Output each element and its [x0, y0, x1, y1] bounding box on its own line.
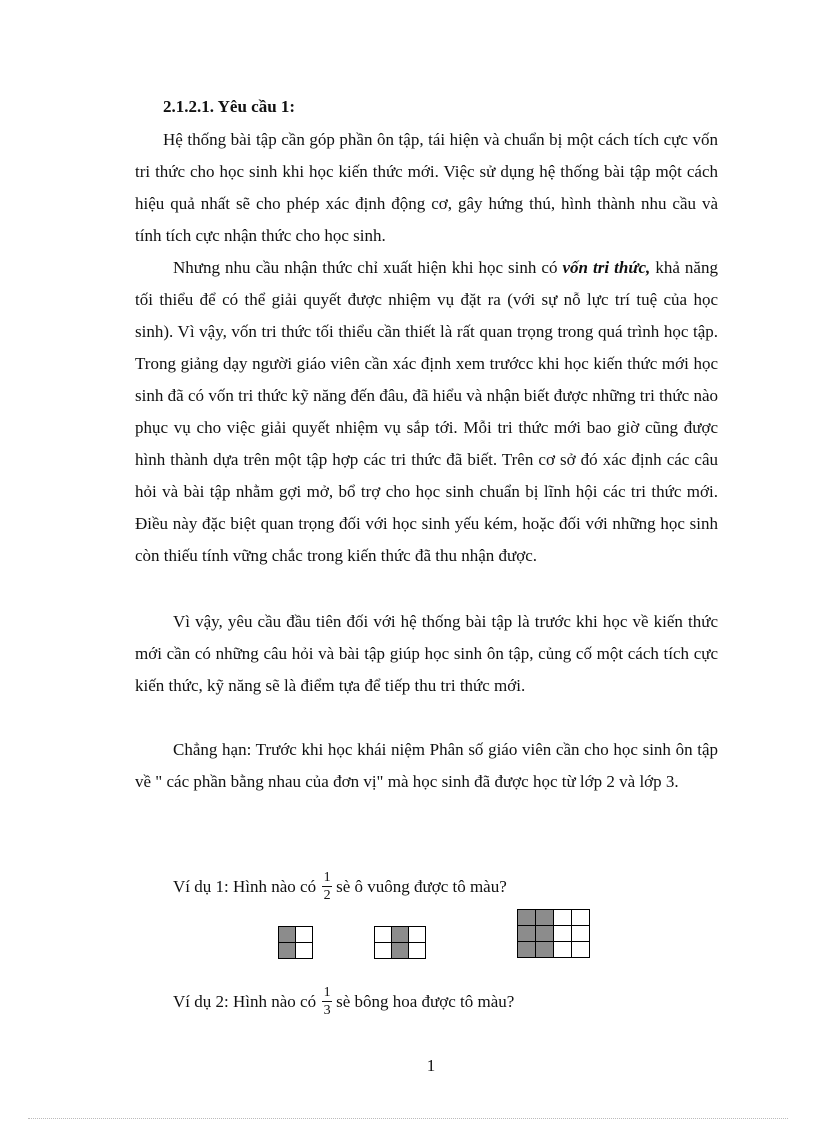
grid-row — [518, 910, 590, 926]
page-number: 1 — [426, 1056, 436, 1075]
fraction-numerator: 1 — [323, 985, 331, 1000]
empty-square — [554, 942, 572, 958]
shaded-square — [536, 942, 554, 958]
empty-square — [554, 926, 572, 942]
example-1-suffix: sè ô vuông được tô màu? — [336, 876, 507, 896]
fraction-denominator: 3 — [323, 1003, 331, 1018]
figure-grid-2 — [374, 926, 426, 959]
fraction-one-half — [322, 870, 332, 903]
fraction-denominator: 2 — [323, 888, 331, 903]
empty-square — [572, 942, 590, 958]
shaded-square — [518, 910, 536, 926]
example-2 — [173, 985, 514, 1018]
figure-grid-1 — [278, 926, 313, 959]
fraction-bar — [322, 1001, 332, 1002]
footer-divider — [28, 1118, 788, 1119]
empty-square — [375, 943, 392, 959]
grid-row — [279, 927, 313, 943]
example-1-prefix: Ví dụ 1: Hình nào có — [173, 876, 317, 896]
fraction-numerator: 1 — [323, 870, 331, 885]
empty-square — [409, 943, 426, 959]
paragraph-4: Chẳng hạn: Trước khi học khái niệm Phân số giáo viên cần cho học sinh ôn tập về " các phần bằng nhau của đơn vị" mà học sinh đã được học từ lớp 2 và lớp 3. — [135, 740, 718, 791]
empty-square — [296, 943, 313, 959]
empty-square — [375, 927, 392, 943]
example-1 — [173, 870, 507, 903]
empty-square — [296, 927, 313, 943]
paragraph-3: Vì vậy, yêu cầu đầu tiên đối với hệ thống bài tập là trước khi học về kiến thức mới cần có những câu hỏi và bài tập giúp học sinh ôn tập, củng cố một cách tích cực kiến thức, kỹ năng sẽ là điểm tựa để tiếp thu tri thức mới. — [135, 612, 718, 695]
grid-row — [375, 927, 426, 943]
empty-square — [554, 910, 572, 926]
example-2-prefix: Ví dụ 2: Hình nào có — [173, 991, 317, 1011]
shaded-square — [518, 942, 536, 958]
grid-row — [375, 943, 426, 959]
shaded-square — [536, 910, 554, 926]
figure-grid-3 — [517, 909, 590, 958]
example-2-suffix: sè bông hoa được tô màu? — [336, 991, 515, 1011]
paragraph-1: Hệ thống bài tập cần góp phần ôn tập, tái hiện và chuẩn bị một cách tích cực vốn tri thức cho học sinh khi học kiến thức mới. Việc sử dụng hệ thống bài tập một cách hiệu quả nhất sẽ cho phép xác định động cơ, gây hứng thú, hình thành nhu cầu và tính tích cực nhận thức cho học sinh. — [135, 130, 718, 245]
paragraph-2 — [135, 252, 718, 572]
empty-square — [572, 926, 590, 942]
shaded-square — [279, 943, 296, 959]
shaded-square — [536, 926, 554, 942]
section-heading: 2.1.2.1. Yêu cầu 1: — [163, 97, 296, 116]
fraction-one-third — [322, 985, 332, 1018]
shaded-square — [279, 927, 296, 943]
paragraph-2-text-before: Nhưng nhu cầu nhận thức chỉ xuất hiện khi học sinh có — [173, 258, 563, 277]
grid-row — [518, 942, 590, 958]
fraction-bar — [322, 886, 332, 887]
emphasis-von-tri-thuc: vốn tri thức, — [562, 258, 651, 277]
grid-row — [518, 926, 590, 942]
shaded-square — [518, 926, 536, 942]
empty-square — [572, 910, 590, 926]
paragraph-2-text-after: khả năng tối thiểu để có thể giải quyết được nhiệm vụ đặt ra (với sự nỗ lực trí tuệ của học sinh). Vì vậy, vốn tri thức tối thiểu cần thiết là rất quan trọng trong quá trình học tập. Trong giảng dạy người giáo viên cần xác định xem trướcc khi học kiến thức mới học sinh đã có vốn tri thức kỹ năng đến đâu, đã hiểu và nhận biết được những tri thức nào phục vụ cho việc giải quyết nhiệm vụ sắp tới. Mỗi tri thức mới bao giờ cũng được hình thành dựa trên một tập hợp các tri thức đã biết. Trên cơ sở đó xác định các câu hỏi và bài tập nhằm gợi mở, bổ trợ cho học sinh chuẩn bị lĩnh hội các tri thức mới. Điều này đặc biệt quan trọng đối với học sinh yếu kém, hoặc đối với những học sinh còn thiếu tính vững chắc trong kiến thức đã thu nhận được. — [135, 258, 718, 565]
grid-row — [279, 943, 313, 959]
empty-square — [409, 927, 426, 943]
shaded-square — [392, 943, 409, 959]
shaded-square — [392, 927, 409, 943]
